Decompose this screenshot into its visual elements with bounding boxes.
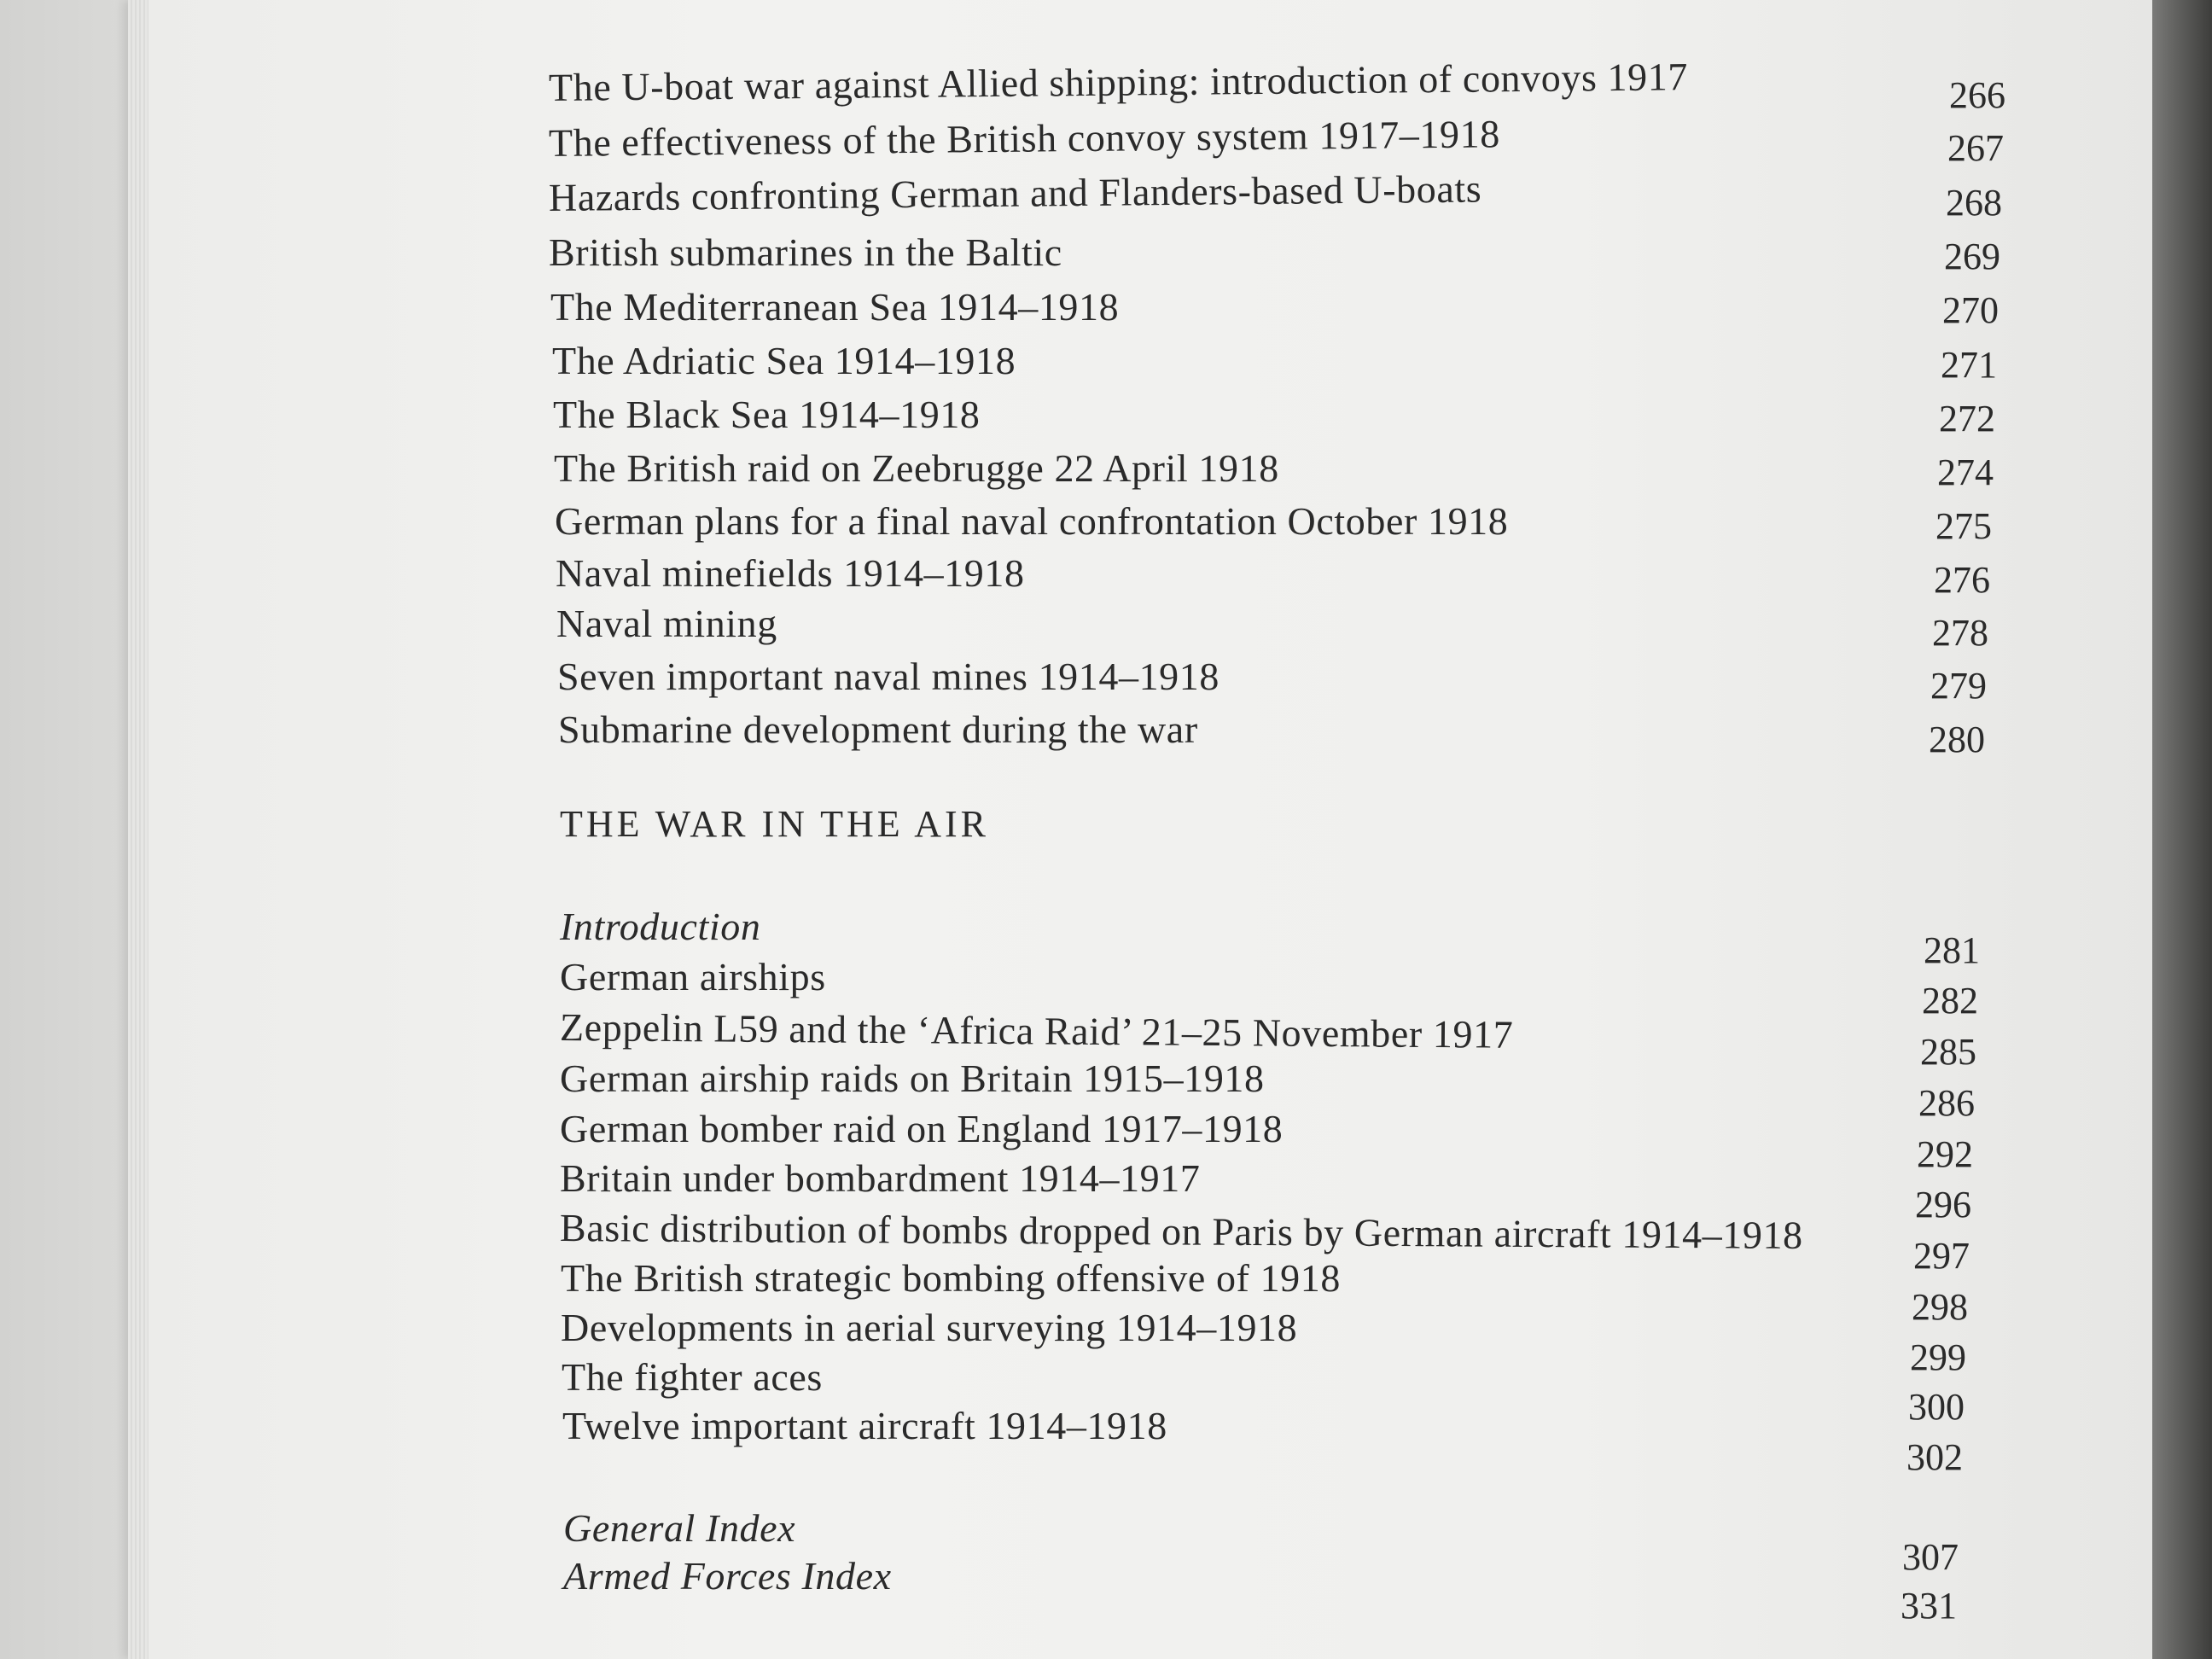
toc-entry-title: German airships	[560, 955, 826, 998]
toc-entry-page: 297	[1913, 1235, 1970, 1277]
toc-entry-title: Developments in aerial surveying 1914–1918	[561, 1306, 1298, 1349]
toc-entry-page: 266	[1949, 74, 2005, 116]
toc-entry-page: 271	[1941, 344, 1997, 386]
toc-entry-page: 274	[1937, 451, 1994, 493]
toc-entry-title: The Black Sea 1914–1918	[553, 393, 981, 436]
toc-entry-page: 278	[1932, 612, 1988, 654]
toc-entry-page: 267	[1947, 127, 2004, 169]
toc-entry-title: German bomber raid on England 1917–1918	[560, 1107, 1284, 1150]
toc-entry-title: The Adriatic Sea 1914–1918	[552, 339, 1016, 382]
toc-entry-title: The effectiveness of the British convoy system 1917–1918	[548, 112, 1501, 165]
toc-entry-page: 292	[1917, 1133, 1973, 1175]
toc-entry-title: German airship raids on Britain 1915–1918	[560, 1057, 1265, 1100]
toc-entry-page: 276	[1934, 559, 1990, 601]
toc-entry-page: 302	[1906, 1436, 1963, 1478]
toc-entry-title: The British strategic bombing offensive of 1918	[561, 1256, 1341, 1300]
toc-entry-title: Seven important naval mines 1914–1918	[557, 655, 1220, 698]
toc-entry-page: 272	[1939, 398, 1995, 439]
toc-entry-page: 286	[1918, 1082, 1975, 1124]
toc-entry-page: 298	[1912, 1286, 1968, 1328]
toc-entry-title: Naval mining	[556, 602, 777, 645]
toc-entry-title: Submarine development during the war	[558, 707, 1198, 751]
toc-entry-title: General Index	[563, 1506, 796, 1550]
toc-entry-title: German plans for a final naval confrontation October 1918	[555, 499, 1509, 543]
toc-entry-title: The fighter aces	[562, 1355, 823, 1399]
toc-entry-page: 307	[1902, 1536, 1959, 1578]
toc-entry-page: 282	[1922, 980, 1978, 1022]
toc-entry-page: 270	[1942, 289, 1999, 331]
toc-entry-title: Introduction	[560, 905, 761, 948]
toc-entry-page: 268	[1946, 182, 2002, 224]
toc-entry-title: The British raid on Zeebrugge 22 April 1918	[554, 446, 1279, 490]
toc-entry-title: Hazards confronting German and Flanders-based U-boats	[548, 166, 1482, 219]
section-heading: THE WAR IN THE AIR	[560, 803, 990, 845]
toc-entry-title: Twelve important aircraft 1914–1918	[562, 1404, 1167, 1447]
toc-entry-page: 300	[1908, 1386, 1965, 1428]
toc-entry-title: The Mediterranean Sea 1914–1918	[550, 285, 1120, 329]
toc-entry-title: Britain under bombardment 1914–1917	[560, 1156, 1201, 1200]
toc-entry-title: Naval minefields 1914–1918	[556, 551, 1025, 595]
toc-entry-page: 279	[1930, 665, 1987, 707]
toc-entry-page: 296	[1915, 1184, 1971, 1225]
toc-entry-page: 331	[1901, 1585, 1957, 1627]
toc-entry-page: 299	[1910, 1336, 1966, 1378]
toc-entry-title: The U-boat war against Allied shipping: introduction of convoys 1917	[548, 55, 1689, 109]
toc-entry-title: British submarines in the Baltic	[549, 230, 1062, 274]
toc-entry-page: 269	[1944, 236, 2000, 277]
toc-entry-title: Armed Forces Index	[563, 1554, 892, 1598]
toc-entry-page: 285	[1920, 1031, 1976, 1073]
toc-entry-page: 280	[1929, 719, 1985, 760]
toc-entry-page: 275	[1936, 505, 1992, 547]
toc-entry-page: 281	[1924, 929, 1980, 971]
toc-entry-title: Zeppelin L59 and the ‘Africa Raid’ 21–25 November 1917	[559, 1005, 1514, 1057]
toc-entry-title: Basic distribution of bombs dropped on Paris by German aircraft 1914–1918	[559, 1206, 1803, 1257]
